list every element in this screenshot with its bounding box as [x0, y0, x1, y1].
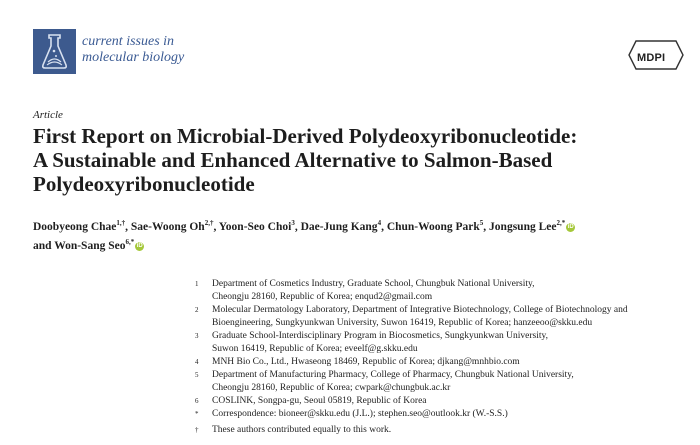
affiliation-line: COSLINK, Songpa-gu, Seoul 05819, Republic of Korea	[212, 396, 427, 406]
article-type: Article	[33, 109, 63, 121]
affiliation-mark: *	[195, 410, 199, 418]
author-name: Dae-Jung Kang	[300, 221, 378, 233]
title-line: First Report on Microbial-Derived Polydeoxyribonucleotide:	[33, 124, 578, 148]
journal-name-line2: molecular biology	[82, 50, 185, 65]
author-list: Doobyeong Chae$^{1,\dagger}$, Sae-Woong $Oh^{2,\dagger}$, Yoon-Seo Choi$^3$, Dae-Jung Kang$^4$, Chun-Woong Park$^5$, Jongsung Lee$^{2,*}$ iD and Won-Sang Seo$^{6,*}$ iD	[33, 219, 574, 252]
author-name: Jongsung Lee	[489, 221, 557, 233]
orcid-icon[interactable]: iD	[136, 242, 143, 249]
affiliation-mark: 4	[195, 358, 199, 366]
affiliation-mark: 3	[195, 332, 199, 340]
title-line: Polydeoxyribonucleotide	[33, 172, 255, 196]
journal-name-line1: current issues in	[82, 34, 175, 49]
affiliation-line: Cheongju 28160, Republic of Korea; cwpark@chungbuk.ac.kr	[212, 382, 451, 393]
author-name: Won-Sang Seo	[54, 240, 126, 252]
affiliation-mark: †	[195, 426, 199, 434]
author-affiliation-sup: 6,*	[125, 238, 135, 247]
dna-flask-icon	[33, 29, 76, 74]
author-affiliation-sup: 5	[479, 219, 484, 228]
author-affiliation-sup: 2,†	[204, 219, 214, 228]
affiliation-line: Department of Manufacturing Pharmacy, College of Pharmacy, Chungbuk National University,	[212, 370, 574, 380]
affiliation-line: Correspondence: bioneer@skku.edu (J.L.); stephen.seo@outlook.kr (W.-S.S.)	[212, 409, 508, 419]
affiliation-line: Bioengineering, Sungkyunkwan University, Suwon 16419, Republic of Korea; hanzeeoo@skku.edu	[212, 317, 593, 328]
author-name: Chun-Woong Park	[386, 221, 480, 233]
affiliation-mark: 2	[195, 306, 199, 314]
author-affiliation-sup: 4	[377, 219, 382, 228]
author-name: Sae-Woong Oh	[130, 221, 205, 233]
author-name: Yoon-Seo Choi	[218, 221, 292, 233]
publisher-name: MDPI	[637, 52, 666, 64]
affiliation-line: These authors contributed equally to this work.	[212, 425, 392, 435]
affiliation-mark: 1	[195, 280, 199, 288]
affiliation-line: Cheongju 28160, Republic of Korea; enqud2@gmail.com	[212, 291, 433, 302]
affiliation-mark: 5	[195, 371, 199, 379]
affiliation-line: Suwon 16419, Republic of Korea; eveelf@g.skku.edu	[212, 343, 418, 354]
journal-name	[82, 34, 184, 66]
author-name: Doobyeong Chae	[33, 221, 117, 233]
affiliation-line: Graduate School-Interdisciplinary Program in Biocosmetics, Sungkyunkwan University,	[212, 331, 549, 341]
author-connector: and	[33, 240, 52, 252]
affiliation-line: Department of Cosmetics Industry, Graduate School, Chungbuk National University,	[212, 279, 535, 289]
author-affiliation-sup: 1,†	[116, 219, 126, 228]
orcid-icon[interactable]: iD	[567, 223, 574, 230]
article-title	[33, 124, 577, 196]
author-affiliation-sup: 2,*	[556, 219, 566, 228]
affiliation-line: Molecular Dermatology Laboratory, Department of Integrative Biotechnology, College of Biotechnology and	[212, 305, 628, 315]
affiliation-line: MNH Bio Co., Ltd., Hwaseong 18469, Republic of Korea; djkang@mnhbio.com	[212, 357, 520, 367]
title-line: A Sustainable and Enhanced Alternative to Salmon-Based	[33, 148, 553, 172]
affiliation-mark: 6	[195, 397, 199, 405]
author-affiliation-sup: 3	[291, 219, 295, 228]
journal-logo	[33, 29, 76, 74]
